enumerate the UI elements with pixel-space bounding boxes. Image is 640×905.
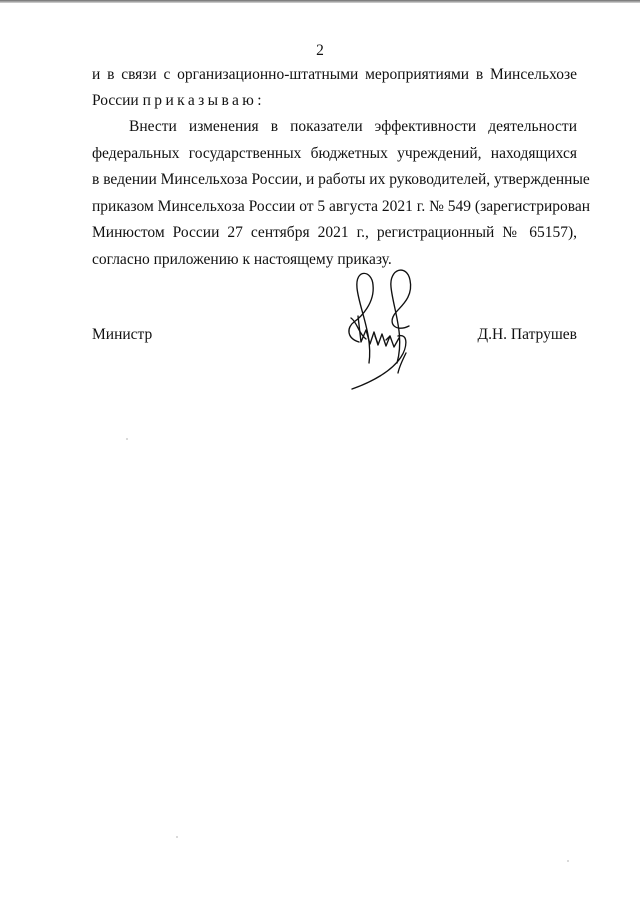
scan-speck: [567, 860, 569, 862]
paragraph-line-4: приказом Минсельхоза России от 5 августа 2021 г. № 549 (зарегистрирован: [92, 197, 591, 215]
intro-line-2: [92, 88, 265, 115]
scan-edge: [0, 0, 640, 3]
paragraph-line-3: в ведении Минсельхоза России, и работы их руководителей, утвержденные: [92, 171, 590, 188]
handwritten-signature: [330, 250, 440, 395]
intro-line-2-prefix: России: [92, 92, 143, 109]
paragraph-line-5: Минюстом России 27 сентября 2021 г., регистрационный № 65157),: [92, 224, 577, 241]
scan-speck: [176, 836, 178, 838]
page-number: 2: [316, 42, 324, 59]
scan-speck: [126, 438, 128, 440]
order-word: приказываю:: [142, 92, 265, 109]
paragraph-line-1: Внести изменения в показатели эффективности деятельности: [129, 118, 577, 135]
paragraph-line-2: федеральных государственных бюджетных учреждений, находящихся: [92, 144, 577, 162]
intro-line-1: и в связи с организационно-штатными мероприятиями в Минсельхозе: [92, 66, 577, 83]
signatory-name: Д.Н. Патрушев: [477, 326, 577, 343]
signatory-position: Министр: [92, 326, 153, 343]
paragraph-line-6: согласно приложению к настоящему приказу.: [92, 250, 392, 268]
